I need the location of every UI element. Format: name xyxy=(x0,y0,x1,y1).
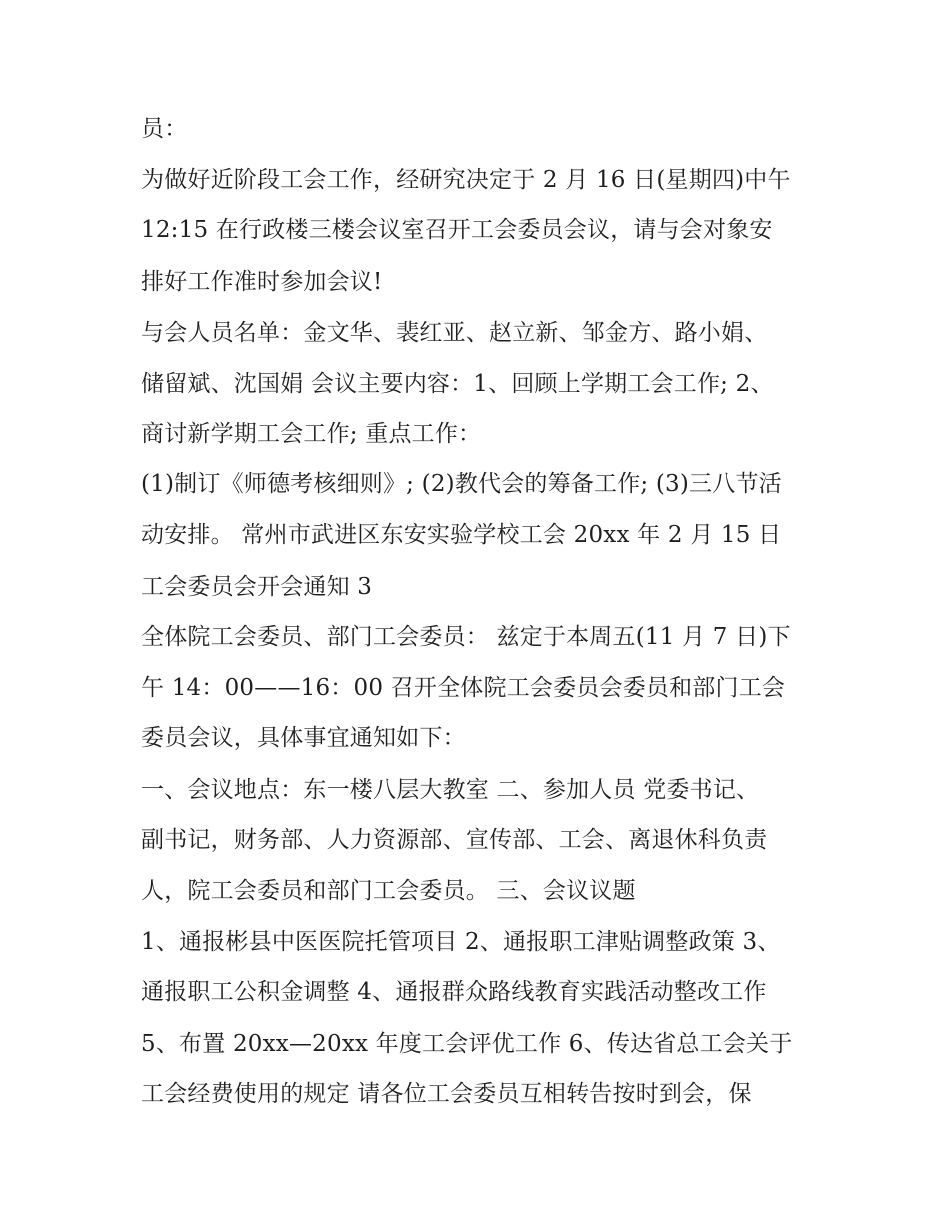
text-line: 1、通报彬县中医医院托管项目 2、通报职工津贴调整政策 3、 xyxy=(141,929,781,955)
text-line: 5、布置 20xx—20xx 年度工会评优工作 6、传达省总工会关于 xyxy=(141,1031,793,1057)
text-line: 动安排。 常州市武进区东安实验学校工会 20xx 年 2 月 15 日 xyxy=(141,522,782,548)
text-line: 12:15 在行政楼三楼会议室召开工会委员会议，请与会对象安 xyxy=(141,217,773,243)
text-line: 为做好近阶段工会工作，经研究决定于 2 月 16 日(星期四)中午 xyxy=(141,167,791,193)
text-line: 工会委员会开会通知 3 xyxy=(141,574,373,600)
text-line: 与会人员名单：金文华、裴红亚、赵立新、邹金方、路小娟、 xyxy=(141,320,768,346)
text-line: 副书记，财务部、人力资源部、宣传部、工会、离退休科负责 xyxy=(141,827,768,853)
text-line: 委员会议，具体事宜通知如下： xyxy=(141,725,466,751)
text-line: 通报职工公积金调整 4、通报群众路线教育实践活动整改工作 xyxy=(141,979,767,1005)
text-line: 商讨新学期工会工作; 重点工作： xyxy=(141,421,482,447)
text-line: (1)制订《师德考核细则》; (2)教代会的筹备工作; (3)三八节活 xyxy=(141,471,782,497)
text-line: 全体院工会委员、部门工会委员： 兹定于本周五(11 月 7 日)下 xyxy=(141,624,791,650)
text-line: 人，院工会委员和部门工会委员。 三、会议议题 xyxy=(141,878,636,904)
text-line: 储留斌、沈国娟 会议主要内容：1、回顾上学期工会工作; 2、 xyxy=(141,371,774,397)
text-line: 工会经费使用的规定 请各位工会委员互相转告按时到会，保 xyxy=(141,1081,752,1107)
text-line: 员： xyxy=(141,116,188,142)
text-line: 排好工作准时参加会议! xyxy=(141,269,383,295)
text-line: 午 14：00——16：00 召开全体院工会委员会委员和部门工会 xyxy=(141,675,786,701)
text-line: 一、会议地点：东一楼八层大教室 二、参加人员 党委书记、 xyxy=(141,777,760,803)
